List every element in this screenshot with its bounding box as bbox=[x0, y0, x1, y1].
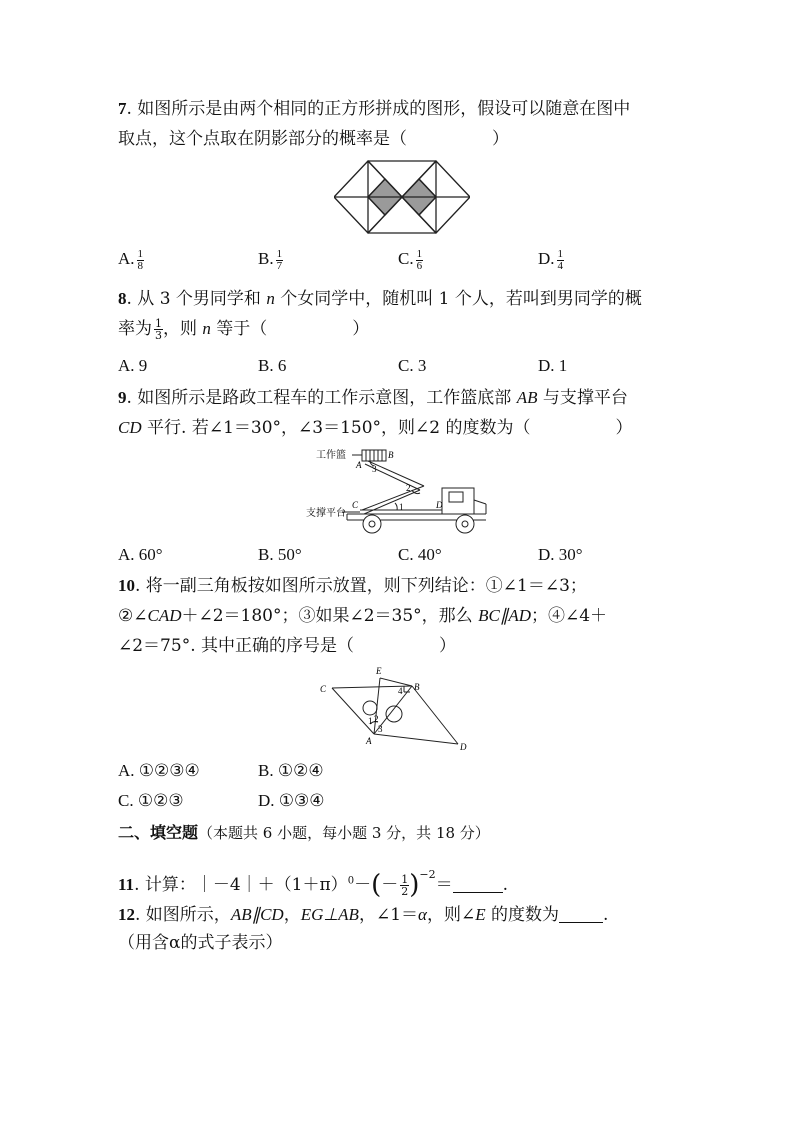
q8-option-c[interactable]: C. 3 bbox=[398, 356, 427, 375]
q9-point-b: B bbox=[388, 450, 394, 460]
q10-point-a: A bbox=[366, 736, 372, 746]
q7-line2: 取点，这个点取在阴影部分的概率是（ ） bbox=[118, 129, 509, 149]
q10-angle-2: 2 bbox=[374, 714, 379, 724]
q11-number: 11 bbox=[118, 875, 135, 894]
q9-point-d: D bbox=[436, 500, 443, 510]
q9-figure bbox=[302, 444, 492, 536]
section2-heading bbox=[118, 822, 490, 844]
q9-option-b[interactable]: B. 50° bbox=[258, 545, 302, 564]
q9-angle-3: 3 bbox=[372, 464, 377, 474]
q11-answer-blank[interactable] bbox=[453, 876, 503, 893]
q10-option-c[interactable]: C. ①②③ bbox=[118, 791, 184, 810]
q9-line1: 9. 如图所示是路政工程车的工作示意图，工作篮底部 AB 与支撑平台 bbox=[118, 388, 628, 408]
q8-option-d[interactable]: D. 1 bbox=[538, 356, 568, 375]
q10-point-b: B bbox=[414, 682, 420, 692]
q10-point-d: D bbox=[460, 742, 467, 752]
q10-option-d[interactable]: D. ①③④ bbox=[258, 791, 325, 810]
q7-option-a-frac: $\frac{1}{8}$ bbox=[137, 247, 144, 272]
q9-line2: CD 平行. 若∠1＝30°，∠3＝150°，则∠2 的度数为（ ） bbox=[118, 418, 633, 438]
q10-option-b[interactable]: B. ①②④ bbox=[258, 761, 324, 780]
q7-number: 7 bbox=[118, 99, 127, 118]
q8-fraction: $\frac{1}{3}$ bbox=[155, 317, 162, 342]
q10-angle-1: 1 bbox=[368, 716, 373, 726]
q10-option-a[interactable]: A. ①②③④ bbox=[118, 761, 200, 780]
q9-option-c[interactable]: C. 40° bbox=[398, 545, 442, 564]
section2-note: （本题共 6 小题，每小题 3 分，共 18 分） bbox=[198, 824, 490, 842]
q7-option-c[interactable]: C. $\frac{1}{6}$ bbox=[398, 247, 423, 272]
q10-angle-3: 3 bbox=[378, 724, 383, 734]
q8-line2: 率为 $\frac{1}{3}$ ，则 n 等于（ ） bbox=[118, 317, 370, 342]
q10-line3: ∠2＝75°. 其中正确的序号是（ ） bbox=[118, 636, 456, 656]
q11-fraction: $\frac{1}{2}$ bbox=[401, 873, 409, 898]
q12-answer-blank[interactable] bbox=[559, 906, 603, 923]
q9-point-a: A bbox=[356, 460, 362, 470]
q7-option-a[interactable]: A. $\frac{1}{8}$ bbox=[118, 247, 144, 272]
q12-line1: 12. 如图所示，AB∥CD，EG⊥AB，∠1＝α，则∠E 的度数为 . bbox=[118, 905, 609, 925]
q7-option-b[interactable]: B. $\frac{1}{7}$ bbox=[258, 247, 283, 272]
q9-number: 9 bbox=[118, 388, 127, 407]
q9-option-a[interactable]: A. 60° bbox=[118, 545, 163, 564]
q9-angle-1: 1 bbox=[399, 502, 404, 512]
q7-option-c-frac: $\frac{1}{6}$ bbox=[416, 247, 423, 272]
q9-point-c: C bbox=[352, 500, 359, 510]
q8-option-a[interactable]: A. 9 bbox=[118, 356, 148, 375]
q10-line1: 10. 将一副三角板按如图所示放置，则下列结论：①∠1＝∠3； bbox=[118, 576, 587, 596]
q7-line1: 7. 如图所示是由两个相同的正方形拼成的图形，假设可以随意在图中 bbox=[118, 99, 631, 119]
q10-point-c: C bbox=[320, 684, 327, 694]
q7-option-d-frac: $\frac{1}{4}$ bbox=[557, 247, 564, 272]
q9-option-d[interactable]: D. 30° bbox=[538, 545, 583, 564]
q8-number: 8 bbox=[118, 289, 127, 308]
q8-line1: 8. 从 3 个男同学和 n 个女同学中，随机叫 1 个人，若叫到男同学的概 bbox=[118, 289, 642, 309]
q9-angle-2: 2 bbox=[406, 483, 411, 493]
q10-line2: ②∠CAD＋∠2＝180°；③如果∠2＝35°，那么 BC∥AD；④∠4＋ bbox=[118, 606, 608, 626]
q7-option-b-frac: $\frac{1}{7}$ bbox=[276, 247, 283, 272]
q9-platform-label: 支撑平台 bbox=[306, 508, 346, 519]
q11-line: 11. 计算：$|-4|+(1+\pi)^0-(-$ $\frac{1}{2}$ )$^{-2}$＝ . bbox=[118, 868, 508, 900]
q10-figure bbox=[318, 664, 474, 752]
q10-angle-4: 4 bbox=[398, 686, 403, 696]
q8-option-b[interactable]: B. 6 bbox=[258, 356, 287, 375]
q12-line2: （用含α的式子表示） bbox=[118, 933, 283, 953]
q7-option-d[interactable]: D. $\frac{1}{4}$ bbox=[538, 247, 564, 272]
q9-basket-label: 工作篮 bbox=[316, 450, 346, 461]
q12-number: 12 bbox=[118, 905, 135, 924]
q10-number: 10 bbox=[118, 576, 135, 595]
section2-title: 二、填空题 bbox=[118, 823, 199, 842]
q7-figure bbox=[334, 159, 470, 235]
q10-point-e: E bbox=[376, 666, 382, 676]
